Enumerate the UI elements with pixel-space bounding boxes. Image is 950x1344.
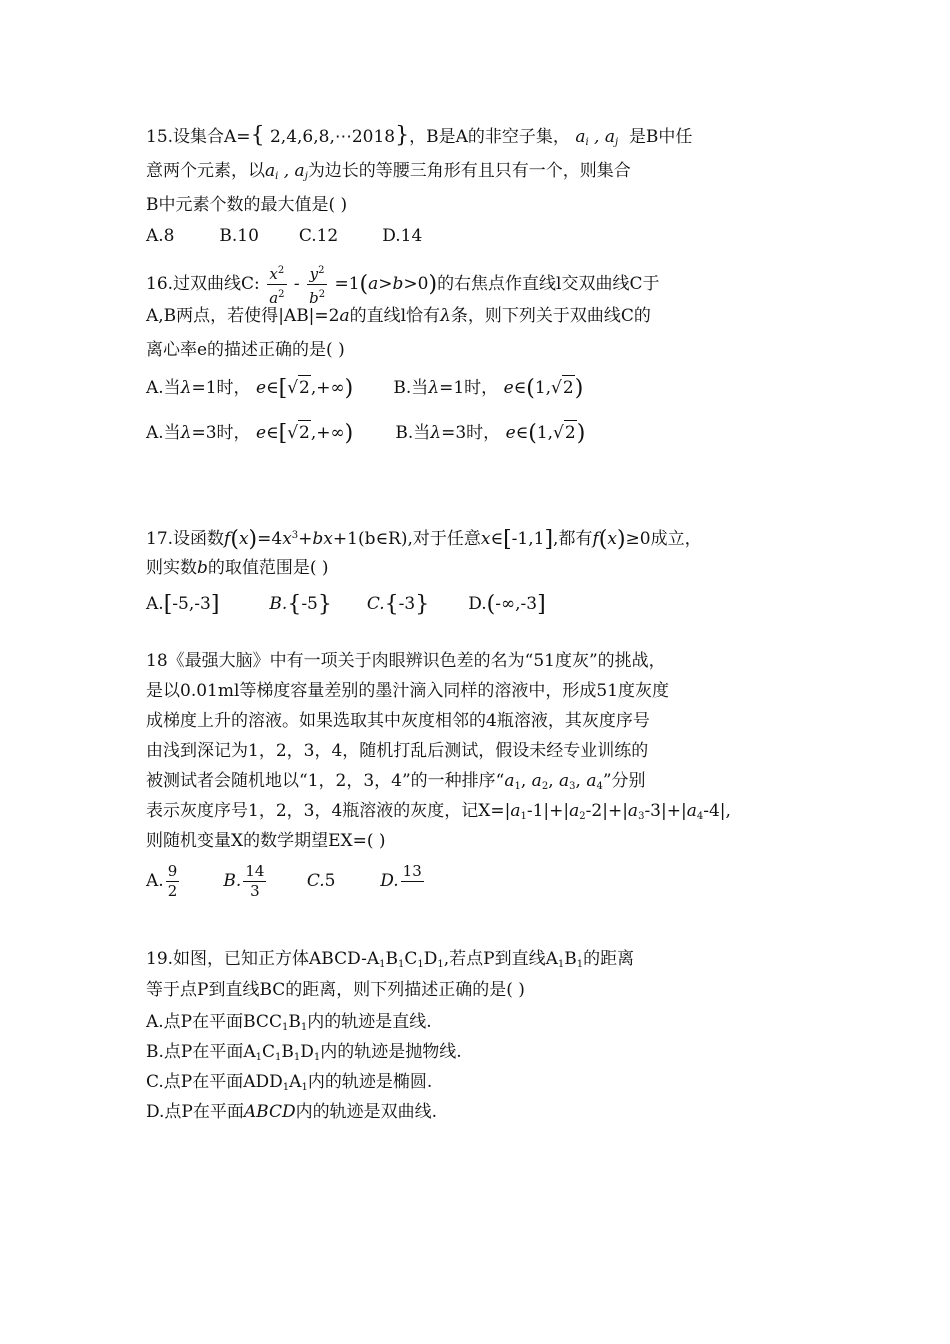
q18-line-6: 表示灰度序号1，2，3，4瓶溶液的灰度，记$X=|a_1-1|+|a_2-2|+|a_3-3|+|a_4-4|$, — [146, 801, 731, 822]
q17-line-2: 则实数b的取值范围是( ) — [146, 558, 329, 578]
fraction-x2-a2: $\frac{x^2}{a^2}$ — [267, 261, 286, 308]
q18-line-3: 成梯度上升的溶液。如果选取其中灰度相邻的4瓶溶液，其灰度序号 — [146, 711, 650, 731]
q19-option-c: C.点P在平面$ADD_1A_1$内的轨迹是椭圆. — [146, 1072, 433, 1093]
q17-options: A.[-5,-3] B.{-5} C.{-3} D.(-∞,-3] — [146, 592, 546, 617]
q16-line-2: A,B两点，若使得|AB|=2a的直线l恰有λ条，则下列关于双曲线C的 — [146, 306, 651, 326]
q19-line-2: 等于点P到直线BC的距离，则下列描述正确的是( ) — [146, 980, 525, 1000]
q19-option-d: D.点P在平面ABCD内的轨迹是双曲线. — [146, 1102, 438, 1122]
q19-option-a: A.点P在平面$BCC_1B_1$内的轨迹是直线. — [146, 1012, 432, 1033]
q16-line-1: 16.过双曲线C: $\frac{x^2}{a^2}$ - $\frac{y^2}{b^2}$ =1(a>b>0)的右焦点作直线l交双曲线C于 — [146, 261, 660, 308]
q18-line-4: 由浅到深记为1，2，3，4，随机打乱后测试，假设未经专业训练的 — [146, 741, 649, 761]
q18-line-7: 则随机变量X的数学期望EX=( ) — [146, 831, 386, 851]
q18-options: A. $\frac{9}{2}$ B. $\frac{14}{3}$ C.5 D. 13 — [146, 862, 422, 900]
q18-line-1: 18《最强大脑》中有一项关于肉眼辨识色差的名为“51度灰”的挑战， — [146, 651, 666, 671]
q15-line-1: 15.设集合A={ 2,4,6,8,⋯2018}，B是A的非空子集， $a_i$ , $a_j$ 是B中任 — [146, 123, 693, 148]
fraction-y2-b2: $\frac{y^2}{b^2}$ — [307, 261, 327, 308]
q18-line-5: 被测试者会随机地以“1，2，3，4”的一种排序“$a_1$, $a_2$, $a_3$, $a_4$”分别 — [146, 771, 646, 792]
q16-options-row-2: A.当λ=3时， e∈[√2,+∞) B.当λ=3时， e∈(1,√2) — [146, 421, 586, 446]
q16-line-3: 离心率e的描述正确的是( ) — [146, 340, 345, 360]
q18-line-2: 是以0.01ml等梯度容量差别的墨汁滴入同样的溶液中，形成51度灰度 — [146, 681, 670, 701]
q19-option-b: B.点P在平面$A_1C_1B_1D_1$内的轨迹是抛物线. — [146, 1042, 462, 1063]
q15-line-2: 意两个元素，以$a_i$ , $a_j$为边长的等腰三角形有且只有一个，则集合 — [146, 161, 631, 182]
q16-options-row-1: A.当λ=1时， e∈[√2,+∞) B.当λ=1时， e∈(1,√2) — [146, 376, 584, 401]
q19-line-1: 19.如图，已知正方体ABCD-$A_1B_1C_1D_1$,若点P到直线$A_1B_1$的距离 — [146, 949, 635, 970]
q15-options: A.8 B.10 C.12 D.14 — [146, 226, 423, 246]
q15-line-3: B中元素个数的最大值是( ) — [146, 195, 348, 215]
q17-line-1: 17.设函数$f(x)=4x^3+bx+1(b\in R)$,对于任意x∈[-1,1],都有f(x)≥0成立， — [146, 527, 702, 552]
